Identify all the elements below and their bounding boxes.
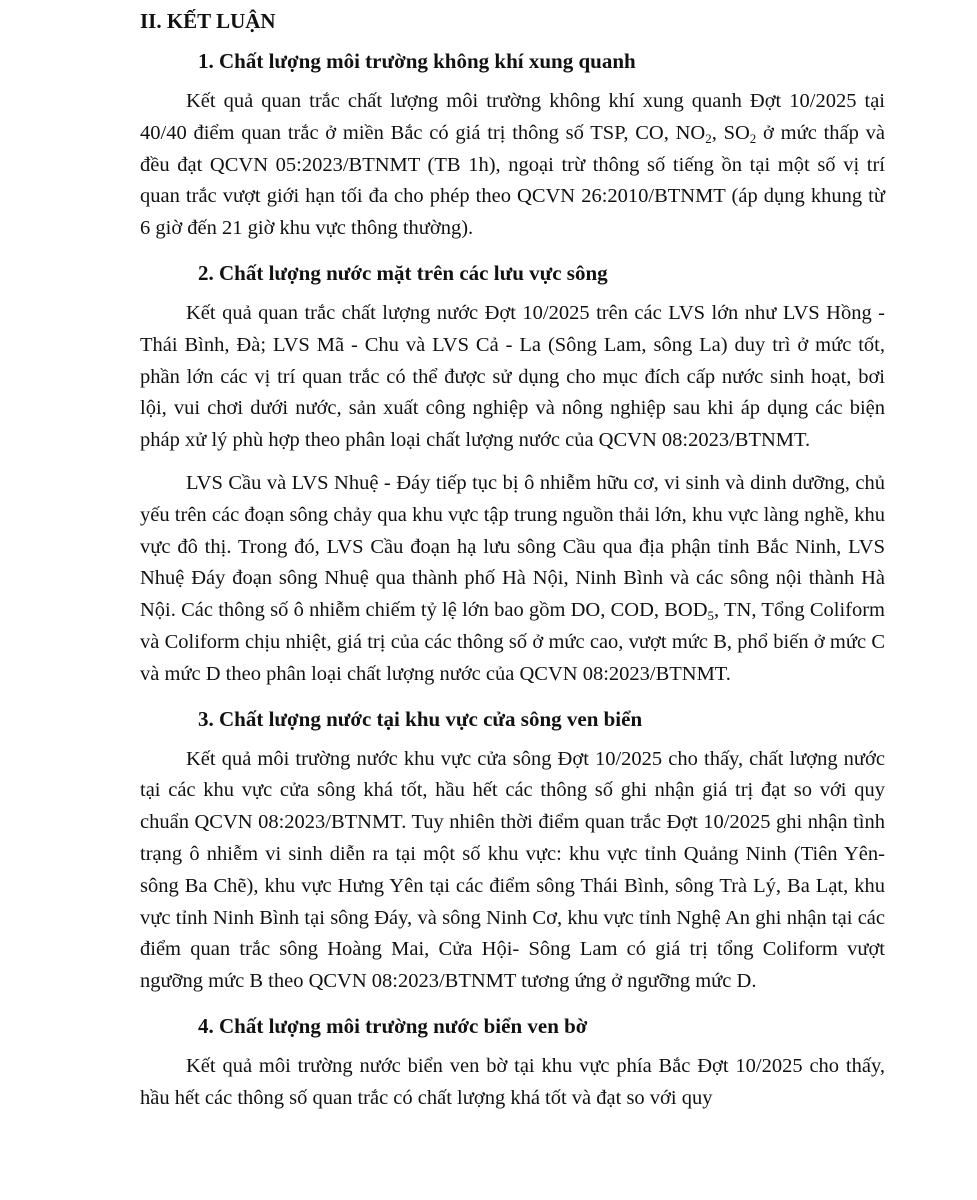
subsection-heading-coastal-seawater: 4. Chất lượng môi trường nước biển ven bờ (198, 1013, 588, 1038)
paragraph-air-quality: Kết quả quan trắc chất lượng môi trường không khí xung quanh Đợt 10/2025 tại 40/40 điểm quan trắc ở miền Bắc có giá trị thông số TSP, CO, $NO_2$, $SO_2$ ở mức thấp và đều đạt QCVN 05:2023/BTNMT (TB 1h), ngoại trừ thông số tiếng ồn tại một số vị trí quan trắc vượt giới hạn tối đa cho phép theo QCVN 26:2010/BTNMT (áp dụng khung từ 6 giờ đến 21 giờ khu vực thông thường). (140, 90, 885, 240)
paragraph-surface-water-2: LVS Cầu và LVS Nhuệ - Đáy tiếp tục bị ô nhiễm hữu cơ, vi sinh và dinh dưỡng, chủ yếu trên các đoạn sông chảy qua khu vực tập trung nguồn thải lớn, khu vực làng nghề, khu vực đô thị. Trong đó, LVS Cầu đoạn hạ lưu sông Cầu qua địa phận tỉnh Bắc Ninh, LVS Nhuệ Đáy đoạn sông Nhuệ qua thành phố Hà Nội, Ninh Bình và các sông nội thành Hà Nội. Các thông số ô nhiễm chiếm tỷ lệ lớn bao gồm DO, COD, $BOD_5$, TN, Tổng Coliform và Coliform chịu nhiệt, giá trị của các thông số ở mức cao, vượt mức B, phổ biến ở mức C và mức D theo phân loại chất lượng nước của QCVN 08:2023/BTNMT. (140, 471, 885, 685)
paragraph-coastal-seawater: Kết quả môi trường nước biển ven bờ tại khu vực phía Bắc Đợt 10/2025 cho thấy, hầu hết các thông số quan trắc có chất lượng khá tốt và đạt so với quy (140, 1054, 885, 1109)
section-title: II. KẾT LUẬN (140, 9, 276, 33)
paragraph-estuary-water: Kết quả môi trường nước khu vực cửa sông Đợt 10/2025 cho thấy, chất lượng nước tại các khu vực cửa sông khá tốt, hầu hết các thông số ghi nhận giá trị đạt so với quy chuẩn QCVN 08:2023/BTNMT. Tuy nhiên thời điểm quan trắc Đợt 10/2025 ghi nhận tình trạng ô nhiễm vi sinh diễn ra tại một số khu vực: khu vực tỉnh Quảng Ninh (Tiên Yên-sông Ba Chẽ), khu vực Hưng Yên tại các điểm sông Thái Bình, sông Trà Lý, Ba Lạt, khu vực tỉnh Ninh Bình tại sông Đáy, và sông Ninh Cơ, khu vực tỉnh Nghệ An ghi nhận tại các điểm quan trắc sông Hoàng Mai, Cửa Hội- Sông Lam có giá trị tổng Coliform vượt ngưỡng mức B theo QCVN 08:2023/BTNMT tương ứng ở ngưỡng mức D. (140, 747, 885, 993)
subsection-heading-surface-water: 2. Chất lượng nước mặt trên các lưu vực sông (198, 260, 608, 285)
document-page (140, 0, 885, 1126)
subsection-heading-air-quality: 1. Chất lượng môi trường không khí xung quanh (198, 49, 636, 73)
subsection-heading-estuary-water: 3. Chất lượng nước tại khu vực cửa sông ven biển (198, 706, 643, 731)
paragraph-surface-water-1: Kết quả quan trắc chất lượng nước Đợt 10/2025 trên các LVS lớn như LVS Hồng - Thái Bình, Đà; LVS Mã - Chu và LVS Cả - La (Sông Lam, sông La) duy trì ở mức tốt, phần lớn các vị trí quan trắc có thể được sử dụng cho mục đích cấp nước sinh hoạt, bơi lội, vui chơi dưới nước, sản xuất công nghiệp và nông nghiệp sau khi áp dụng các biện pháp xử lý phù hợp theo phân loại chất lượng nước của QCVN 08:2023/BTNMT. (140, 301, 885, 452)
